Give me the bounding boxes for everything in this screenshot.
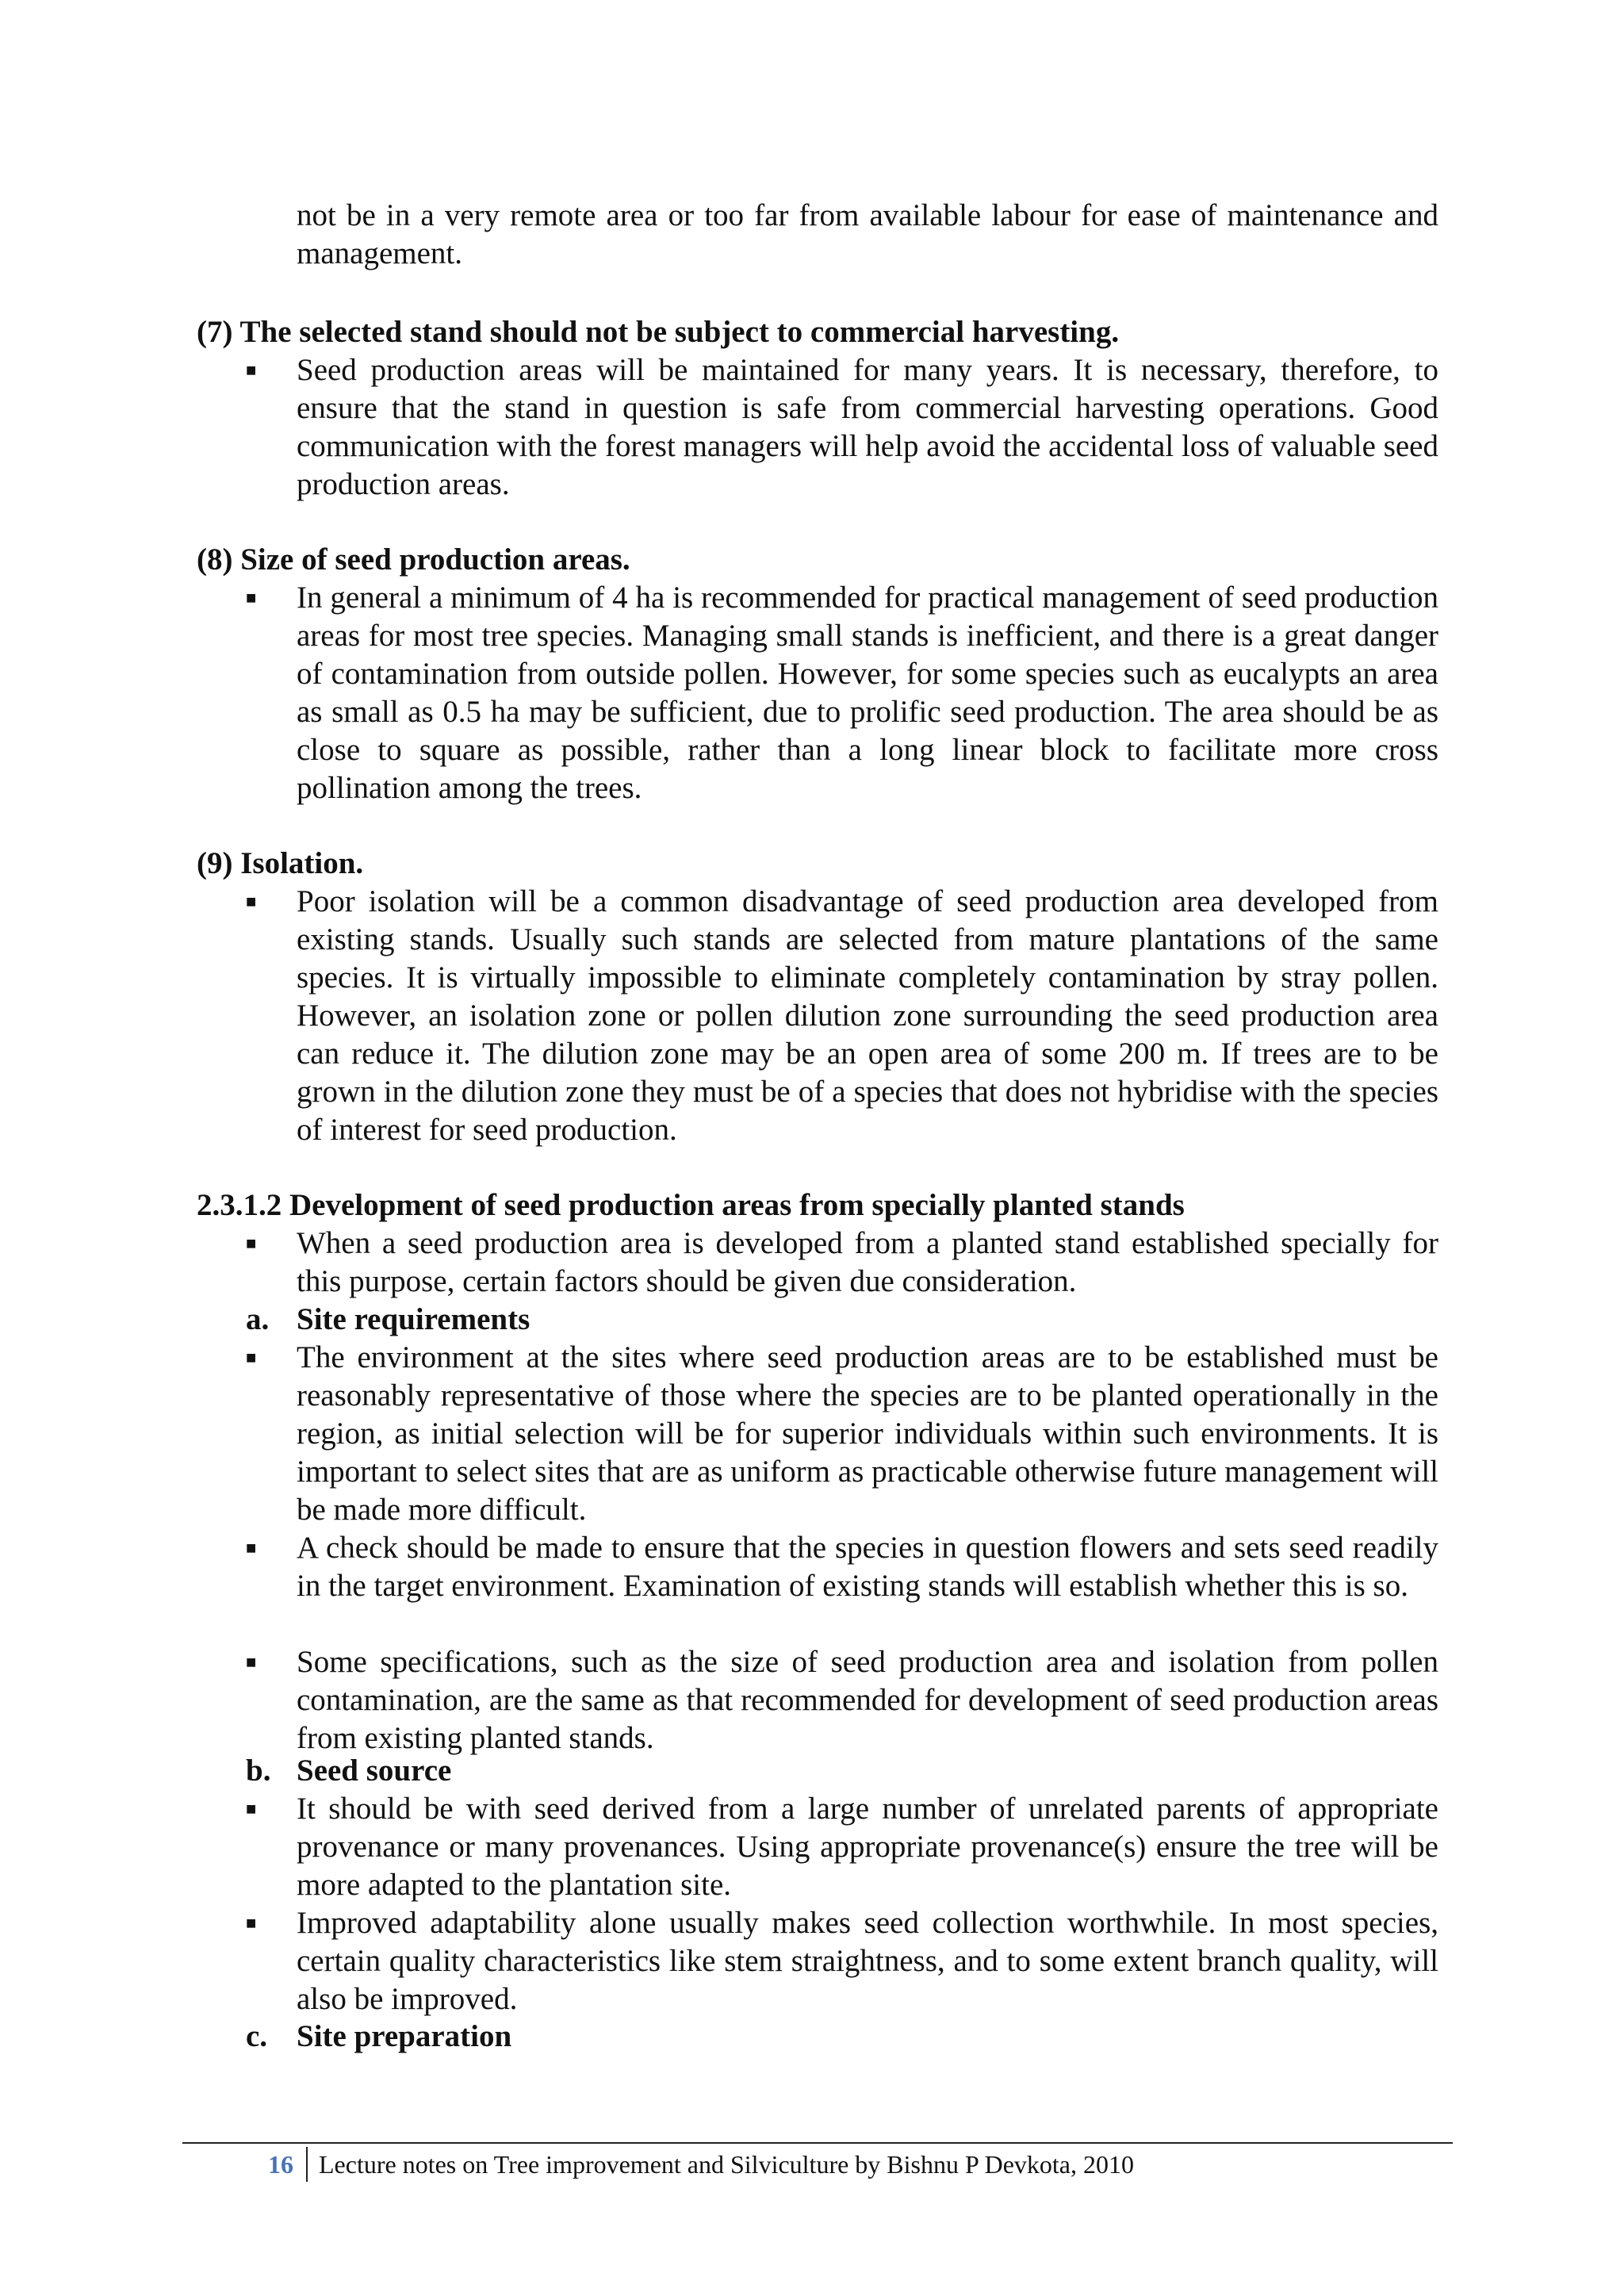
list-item	[246, 883, 1438, 1149]
page-number: 16	[268, 2147, 308, 2182]
bullet-square-icon: ■	[246, 891, 257, 911]
list-item	[246, 1790, 1438, 1904]
bullet-text: A check should be made to ensure that the species in question flowers and sets seed readily in the target environment. Examination of existing stands will establish whether this is so.	[297, 1531, 1438, 1603]
bullet-square-icon: ■	[246, 1799, 257, 1819]
list-item	[246, 1225, 1438, 1301]
bullet-text: When a seed production area is developed from a planted stand established specially for this purpose, certain factors should be given due consideration.	[297, 1226, 1438, 1298]
bullet-text: Improved adaptability alone usually makes seed collection worthwhile. In most species, certain quality characteristics like stem straightness, and to some extent branch quality, will also be improved.	[297, 1906, 1438, 2016]
bullet-square-icon: ■	[246, 1652, 257, 1672]
footer-text: Lecture notes on Tree improvement and Silviculture by Bishnu P Devkota, 2010	[319, 2150, 1134, 2179]
bullet-text: Seed production areas will be maintained for many years. It is necessary, therefore, to ensure that the stand in question is safe from commercial harvesting operations. Good communication with the forest managers will help avoid the accidental loss of valuable seed production areas.	[297, 353, 1438, 501]
continuation-paragraph: not be in a very remote area or too far from available labour for ease of maintenance and management.	[297, 198, 1438, 270]
page-footer	[268, 2147, 1134, 2182]
subsection-a-heading	[246, 1301, 1438, 1339]
list-item	[246, 1904, 1438, 2018]
subsection-title: Site requirements	[297, 1302, 530, 1336]
bullet-square-icon: ■	[246, 1538, 257, 1558]
subsection-letter: c.	[246, 2019, 268, 2053]
section-9-heading: (9) Isolation.	[197, 846, 364, 880]
bullet-square-icon: ■	[246, 360, 257, 380]
bullet-square-icon: ■	[246, 1233, 257, 1253]
bullet-text: In general a minimum of 4 ha is recommended for practical management of seed production areas for most tree species. Managing small stands is inefficient, and there is a great danger of contamination from outside pollen. However, for some species such as eucalypts an area as small as 0.5 ha may be sufficient, due to prolific seed production. The area should be as close to square as possible, rather than a long linear block to facilitate more cross pollination among the trees.	[297, 581, 1438, 805]
bullet-square-icon: ■	[246, 1913, 257, 1933]
bullet-square-icon: ■	[246, 1347, 257, 1367]
section-7-heading: (7) The selected stand should not be subject to commercial harvesting.	[197, 315, 1120, 349]
subsection-letter: a.	[246, 1302, 270, 1336]
subsection-title: Seed source	[297, 1754, 452, 1788]
subsection-b-heading	[246, 1752, 1438, 1790]
list-item	[246, 1529, 1438, 1605]
section-2312-heading: 2.3.1.2 Development of seed production areas from specially planted stands	[197, 1188, 1185, 1222]
list-item	[246, 1643, 1438, 1757]
bullet-text: The environment at the sites where seed production areas are to be established must be reasonably representative of those where the species are to be planted operationally in the region, as initial selection will be for superior individuals within such environments. It is important to select sites that are as uniform as practicable otherwise future management will be made more difficult.	[297, 1340, 1438, 1527]
bullet-text: It should be with seed derived from a large number of unrelated parents of appropriate provenance or many provenances. Using appropriate provenance(s) ensure the tree will be more adapted to the plantation site.	[297, 1792, 1438, 1902]
footer-divider	[182, 2142, 1453, 2144]
section-8-heading: (8) Size of seed production areas.	[197, 542, 630, 577]
list-item	[246, 1339, 1438, 1529]
list-item	[246, 579, 1438, 807]
list-item	[246, 351, 1438, 504]
subsection-letter: b.	[246, 1754, 271, 1788]
subsection-c-heading	[246, 2018, 1438, 2056]
bullet-text: Some specifications, such as the size of seed production area and isolation from pollen contamination, are the same as that recommended for development of seed production areas from existing planted stands.	[297, 1645, 1438, 1755]
bullet-square-icon: ■	[246, 588, 257, 608]
subsection-title: Site preparation	[297, 2019, 512, 2053]
bullet-text: Poor isolation will be a common disadvantage of seed production area developed from existing stands. Usually such stands are selected from mature plantations of the same species. It is virtually impossible to eliminate completely contamination by stray pollen. However, an isolation zone or pollen dilution zone surrounding the seed production area can reduce it. The dilution zone may be an open area of some 200 m. If trees are to be grown in the dilution zone they must be of a species that does not hybridise with the species of interest for seed production.	[297, 884, 1438, 1147]
